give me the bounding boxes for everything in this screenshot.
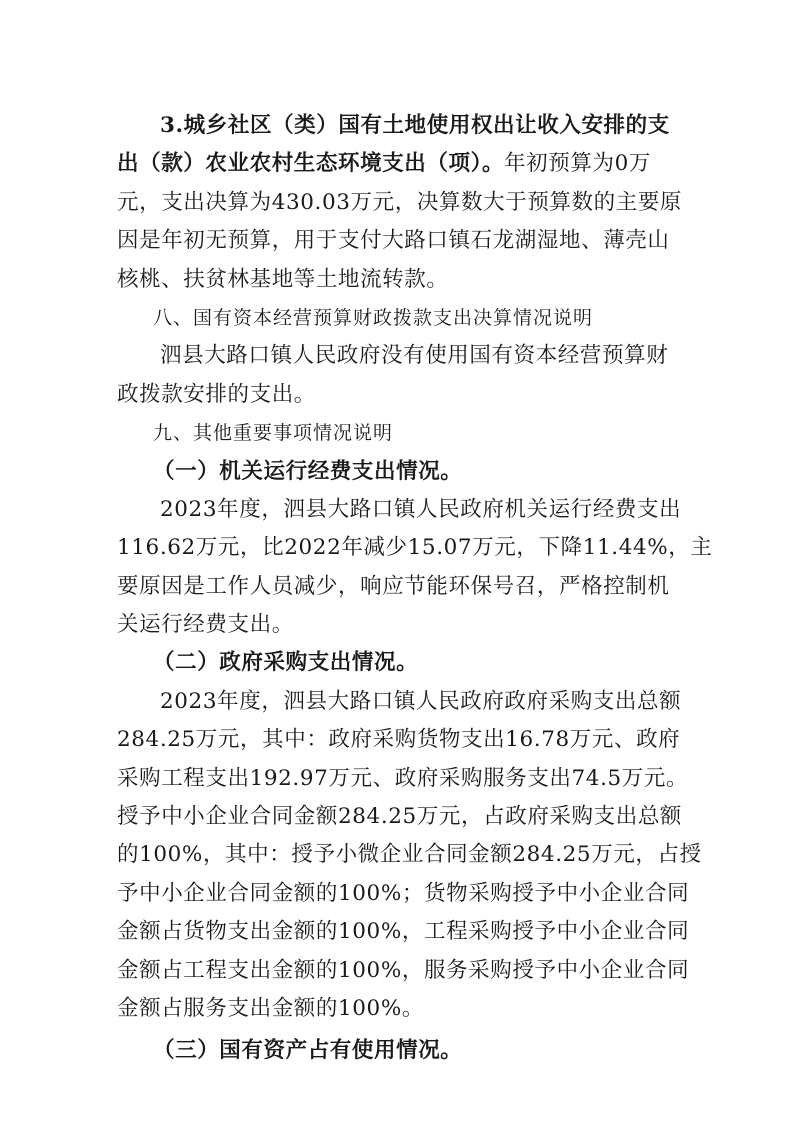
sub1-line1: 2023年度，泗县大路口镇人民政府机关运行经费支出 (160, 496, 682, 522)
sub2-line5: 的100%，其中：授予小微企业合同金额284.25万元，占授 (117, 842, 702, 868)
sub1-line4: 关运行经费支出。 (117, 612, 294, 638)
sub2-line8: 金额占工程支出金额的100%，服务采购授予中小企业合同 (117, 957, 690, 983)
sub2-line4: 授予中小企业合同金额284.25万元，占政府采购支出总额 (117, 804, 683, 830)
sub2-line2: 284.25万元，其中：政府采购货物支出16.78万元、政府 (117, 727, 681, 753)
sub2-line7: 金额占货物支出金额的100%，工程采购授予中小企业合同 (117, 919, 690, 945)
section9-heading: 九、其他重要事项情况说明 (153, 422, 394, 445)
section8-heading: 八、国有资本经营预算财政拨款支出决算情况说明 (153, 306, 594, 329)
section8-line1: 泗县大路口镇人民政府没有使用国有资本经营预算财 (160, 343, 669, 369)
section3-title-tail: 出（款）农业农村生态环境支出（项）。 (117, 151, 505, 177)
section3-line5: 核桃、扶贫林基地等土地流转款。 (117, 266, 449, 292)
document-page (117, 107, 713, 1071)
section3-line2 (117, 145, 687, 183)
sub2-line1: 2023年度，泗县大路口镇人民政府政府采购支出总额 (160, 688, 682, 714)
section8-line2: 政拨款安排的支出。 (117, 381, 316, 407)
sub1-line3: 要原因是工作人员减少，响应节能环保号召，严格控制机 (117, 573, 670, 599)
sub2-line6: 予中小企业合同金额的100%；货物采购授予中小企业合同 (117, 880, 690, 906)
section3-line3: 元，支出决算为430.03万元，决算数大于预算数的主要原 (117, 189, 683, 215)
section3-line4: 因是年初无预算，用于支付大路口镇石龙湖湿地、薄壳山 (117, 228, 670, 254)
section3-text: 年初预算为0万 (504, 151, 651, 177)
sub2-line9: 金额占服务支出金额的100%。 (117, 995, 424, 1021)
section3-line1: 3.城乡社区（类）国有土地使用权出让收入安排的支 (160, 113, 670, 138)
sub1-heading: （一）机关运行经费支出情况。 (153, 458, 463, 484)
sub2-heading: （二）政府采购支出情况。 (153, 650, 419, 676)
sub1-line2: 116.62万元，比2022年减少15.07万元，下降11.44%，主 (117, 535, 713, 561)
sub2-line3: 采购工程支出192.97万元、政府采购服务支出74.5万元。 (117, 765, 689, 791)
sub3-heading: （三）国有资产占有使用情况。 (153, 1038, 463, 1064)
